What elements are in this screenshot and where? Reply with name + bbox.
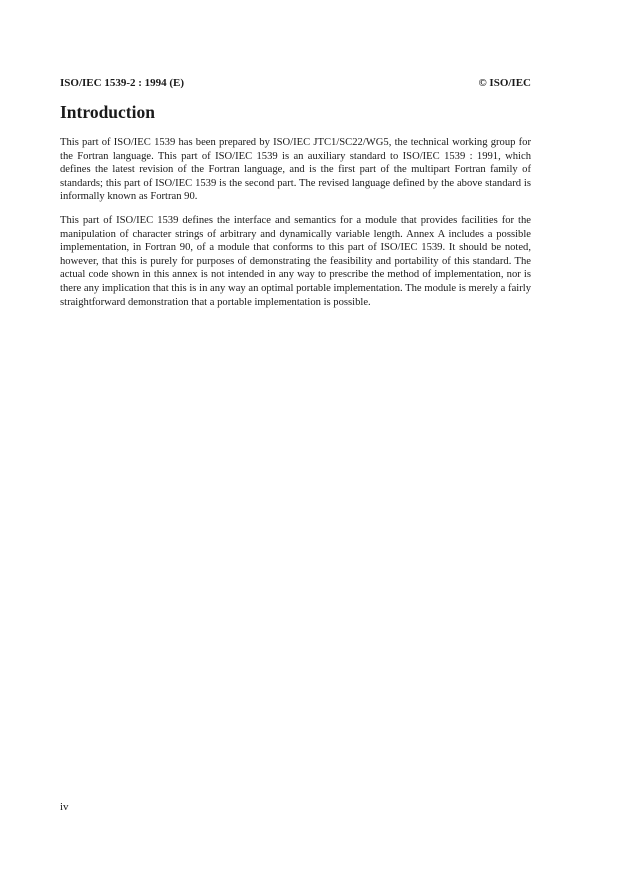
copyright-notice: © ISO/IEC (478, 77, 531, 89)
document-id: ISO/IEC 1539-2 : 1994 (E) (60, 77, 185, 89)
page-title: Introduction (60, 102, 155, 122)
paragraph-2: This part of ISO/IEC 1539 defines the interface and semantics for a module that provides facilities for the manipulation of character strings of arbitrary and dynamically variable length. Annex A includes a possible implementation, in Fortran 90, of a module that conforms to this part of ISO/IEC 1539. It should be noted, however, that this is purely for purposes of demonstrating the feasibility and portability of this standard. The actual code shown in this annex is not intended in any way to prescribe the method of implementation, nor is there any implication that this is in any way an optimal portable implementation. The module is merely a fairly straightforward demonstration that a portable implementation is possible. (60, 214, 531, 308)
page-header (60, 76, 531, 90)
body-text (60, 136, 531, 319)
paragraph-1: This part of ISO/IEC 1539 has been prepared by ISO/IEC JTC1/SC22/WG5, the technical working group for the Fortran language. This part of ISO/IEC 1539 is an auxiliary standard to ISO/IEC 1539 : 1991, which defines the latest revision of the Fortran language, and is the first part of the multipart Fortran family of standards; this part of ISO/IEC 1539 is the second part. The revised language defined by the above standard is informally known as Fortran 90. (60, 137, 531, 203)
page-number: iv (60, 801, 69, 813)
